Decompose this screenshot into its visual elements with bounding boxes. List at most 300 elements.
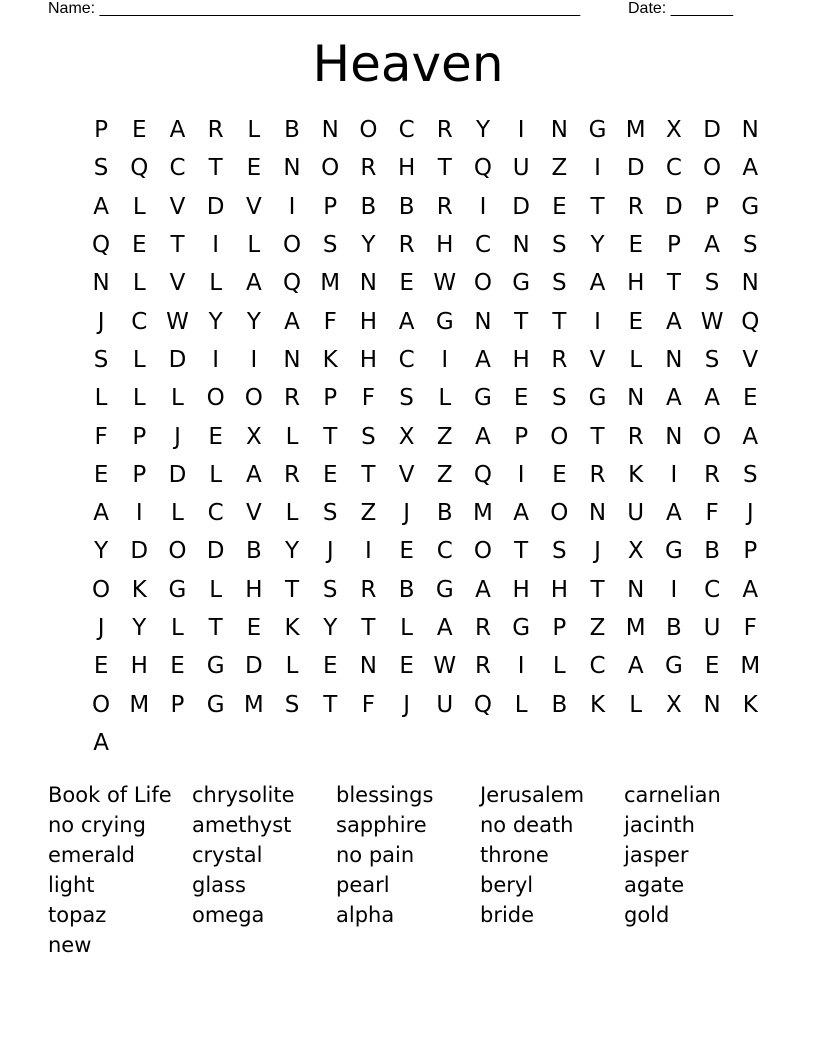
grid-letter: N — [474, 308, 492, 335]
grid-letter: O — [206, 385, 225, 412]
grid-letter: F — [361, 385, 376, 412]
grid-letter: L — [285, 653, 299, 680]
word-bank-item: jacinth — [624, 813, 695, 837]
grid-letter: C — [398, 346, 415, 373]
grid-letter: F — [361, 691, 376, 718]
word-bank-item: crystal — [192, 843, 263, 867]
grid-letter: A — [93, 500, 109, 527]
grid-letter: D — [206, 538, 225, 565]
grid-letter: V — [169, 193, 186, 220]
word-bank-item: chrysolite — [192, 783, 295, 807]
grid-letter: N — [665, 346, 683, 373]
grid-letter: I — [517, 117, 525, 144]
grid-letter: P — [132, 423, 147, 450]
grid-letter: R — [589, 461, 606, 488]
grid-letter: N — [627, 385, 645, 412]
grid-letter: P — [743, 538, 758, 565]
grid-letter: K — [742, 691, 758, 718]
grid-letter: A — [666, 385, 682, 412]
grid-letter: I — [594, 308, 601, 335]
word-bank-item: glass — [192, 873, 246, 897]
grid-letter: I — [670, 461, 678, 488]
grid-letter: L — [400, 615, 413, 641]
grid-letter: R — [284, 385, 301, 412]
grid-letter: L — [438, 385, 452, 412]
grid-letter: R — [551, 346, 568, 373]
word-bank-item: bride — [480, 903, 535, 927]
word-bank-item: Jerusalem — [480, 783, 585, 807]
grid-letter: J — [594, 538, 601, 565]
grid-letter: P — [132, 461, 147, 488]
grid-letter: Y — [590, 232, 605, 259]
grid-letter: L — [209, 576, 223, 603]
grid-letter: A — [245, 270, 262, 297]
header-line — [48, 0, 748, 20]
grid-letter: B — [551, 691, 568, 718]
grid-letter: T — [170, 232, 185, 259]
grid-letter: V — [245, 193, 262, 220]
grid-letter: I — [441, 346, 449, 373]
grid-letter: E — [513, 385, 529, 412]
grid-letter: R — [474, 653, 491, 680]
grid-letter: T — [514, 538, 529, 565]
grid-letter: O — [473, 270, 493, 297]
grid-letter: K — [589, 691, 606, 718]
grid-letter: T — [361, 615, 376, 641]
grid-letter: W — [433, 270, 457, 297]
grid-letter: A — [93, 729, 109, 756]
grid-letter: Y — [361, 232, 376, 259]
puzzle-title: Heaven — [312, 35, 504, 93]
grid-letter: G — [206, 691, 225, 718]
grid-letter: J — [746, 500, 754, 527]
grid-letter: R — [474, 615, 491, 641]
grid-letter: X — [245, 423, 262, 450]
grid-letter: S — [552, 270, 567, 297]
grid-letter: I — [479, 193, 487, 220]
grid-letter: N — [665, 423, 683, 450]
grid-letter: S — [322, 576, 338, 603]
grid-letter: L — [209, 270, 223, 297]
grid-letter: A — [704, 232, 720, 259]
grid-letter: L — [285, 500, 299, 527]
grid-letter: Q — [473, 461, 493, 488]
word-bank — [48, 780, 768, 960]
grid-letter: P — [323, 193, 338, 220]
grid-letter: A — [475, 346, 491, 373]
grid-letter: E — [132, 232, 147, 259]
grid-letter: A — [666, 500, 682, 527]
word-bank-item: no death — [480, 813, 574, 837]
grid-letter: N — [741, 270, 759, 297]
date-field[interactable]: Date: _______ — [628, 0, 733, 17]
grid-letter: P — [666, 232, 681, 259]
grid-letter: M — [129, 691, 150, 718]
grid-letter: N — [627, 576, 645, 603]
grid-letter: L — [247, 117, 261, 144]
grid-letter: H — [512, 576, 530, 603]
word-bank-item: alpha — [336, 903, 395, 927]
grid-letter: J — [403, 691, 410, 718]
grid-letter: Q — [282, 270, 302, 297]
grid-letter: A — [284, 308, 300, 335]
grid-letter: R — [398, 232, 415, 259]
grid-letter: B — [666, 615, 682, 641]
grid-letter: E — [322, 461, 338, 488]
word-bank-item: topaz — [48, 903, 107, 927]
grid-letter: E — [170, 653, 185, 680]
grid-letter: R — [627, 423, 644, 450]
grid-letter: Y — [323, 615, 338, 641]
grid-letter: H — [245, 576, 263, 603]
grid-letter: Q — [473, 155, 493, 182]
grid-letter: L — [94, 385, 108, 412]
grid-letter: M — [625, 117, 646, 144]
grid-letter: S — [552, 538, 567, 565]
word-bank-item: Book of Life — [48, 783, 172, 807]
word-bank-item: no crying — [48, 813, 146, 837]
grid-letter: G — [512, 270, 531, 297]
grid-letter: L — [132, 270, 146, 297]
grid-letter: M — [243, 691, 264, 718]
grid-letter: F — [94, 423, 108, 450]
word-bank-item: blessings — [336, 783, 434, 807]
grid-letter: W — [700, 308, 724, 335]
grid-letter: I — [517, 653, 525, 680]
grid-letter: Q — [130, 155, 149, 182]
word-bank-item: amethyst — [192, 813, 292, 837]
grid-letter: R — [436, 193, 453, 220]
grid-letter: O — [321, 155, 340, 182]
grid-letter: S — [284, 691, 300, 718]
grid-letter: I — [594, 155, 601, 182]
grid-letter: H — [397, 155, 416, 182]
grid-letter: K — [322, 346, 338, 373]
grid-letter: D — [665, 193, 683, 220]
grid-letter: O — [550, 500, 569, 527]
grid-letter: G — [588, 385, 607, 412]
grid-letter: L — [209, 461, 223, 488]
grid-letter: O — [703, 423, 722, 450]
grid-letter: A — [742, 423, 759, 450]
word-bank-item: emerald — [48, 843, 135, 867]
grid-letter: I — [135, 500, 143, 527]
grid-letter: T — [590, 423, 605, 450]
word-bank-item: jasper — [624, 843, 689, 867]
grid-letter: E — [628, 232, 643, 259]
grid-letter: H — [359, 308, 378, 335]
grid-letter: C — [169, 155, 186, 182]
grid-letter: T — [590, 193, 605, 220]
grid-letter: Z — [360, 500, 377, 527]
grid-letter: Z — [589, 615, 606, 641]
grid-letter: D — [168, 461, 187, 488]
grid-letter: O — [550, 423, 569, 450]
word-bank-item: carnelian — [624, 783, 721, 807]
grid-letter: N — [283, 346, 301, 373]
grid-letter: R — [360, 155, 377, 182]
grid-letter: V — [245, 500, 262, 527]
grid-letter: Z — [436, 461, 453, 488]
grid-letter: R — [627, 193, 644, 220]
word-bank-item: sapphire — [336, 813, 427, 837]
grid-letter: G — [664, 538, 683, 565]
grid-letter: H — [627, 270, 645, 297]
grid-letter: C — [589, 653, 606, 680]
grid-letter: B — [436, 500, 453, 527]
grid-letter: A — [704, 385, 720, 412]
grid-letter: N — [741, 117, 759, 144]
grid-letter: G — [664, 653, 683, 680]
grid-letter: L — [132, 346, 146, 373]
grid-letter: Q — [473, 691, 493, 718]
grid-letter: L — [132, 385, 146, 412]
grid-letter: G — [435, 308, 454, 335]
grid-letter: A — [513, 500, 530, 527]
grid-letter: E — [93, 653, 109, 680]
grid-letter: N — [321, 117, 339, 144]
grid-letter: B — [398, 576, 415, 603]
grid-letter: A — [475, 423, 491, 450]
grid-letter: U — [703, 615, 721, 641]
grid-letter: N — [512, 232, 530, 259]
grid-letter: E — [132, 117, 147, 144]
grid-letter: D — [206, 193, 225, 220]
grid-letter: R — [207, 117, 224, 144]
grid-letter: G — [435, 576, 454, 603]
grid-letter: C — [207, 500, 224, 527]
grid-letter: Y — [208, 308, 223, 335]
grid-letter: L — [171, 385, 184, 412]
grid-letter: O — [282, 232, 302, 259]
word-bank-item: no pain — [336, 843, 415, 867]
grid-letter: E — [399, 538, 414, 565]
grid-letter: A — [589, 270, 606, 297]
grid-letter: A — [436, 615, 453, 641]
grid-letter: T — [590, 576, 605, 603]
grid-letter: X — [666, 691, 682, 718]
grid-letter: O — [92, 576, 111, 603]
grid-letter: N — [588, 500, 607, 527]
grid-letter: L — [629, 346, 643, 373]
grid-letter: V — [742, 346, 759, 373]
grid-letter: U — [436, 691, 454, 718]
grid-letter: I — [212, 346, 220, 373]
grid-letter: B — [398, 193, 415, 220]
grid-letter: V — [398, 461, 415, 488]
grid-letter: X — [627, 538, 644, 565]
grid-letter: J — [326, 538, 334, 565]
grid-letter: B — [360, 193, 377, 220]
grid-letter: T — [552, 308, 567, 335]
grid-letter: M — [625, 615, 646, 641]
grid-letter: S — [552, 232, 567, 259]
grid-letter: H — [436, 232, 454, 259]
grid-letter: E — [552, 461, 567, 488]
grid-letter: D — [512, 193, 531, 220]
grid-letter: P — [705, 193, 720, 220]
grid-letter: S — [742, 461, 758, 488]
word-bank-item: pearl — [336, 873, 390, 897]
grid-letter: I — [288, 193, 296, 220]
grid-letter: S — [704, 270, 720, 297]
grid-letter: H — [359, 346, 378, 373]
grid-letter: E — [399, 270, 414, 297]
grid-letter: L — [285, 423, 299, 450]
grid-letter: F — [323, 308, 337, 335]
grid-letter: D — [244, 653, 263, 680]
grid-letter: W — [433, 653, 457, 680]
grid-letter: C — [704, 576, 721, 603]
grid-letter: L — [171, 615, 184, 641]
grid-letter: S — [399, 385, 414, 412]
grid-letter: D — [626, 155, 645, 182]
grid-letter: L — [171, 500, 184, 527]
grid-letter: O — [359, 117, 378, 144]
grid-letter: C — [474, 232, 491, 259]
grid-letter: T — [361, 461, 376, 488]
grid-letter: L — [514, 691, 528, 718]
grid-letter: I — [670, 576, 678, 603]
grid-letter: K — [284, 615, 300, 641]
word-bank-item: omega — [192, 903, 265, 927]
grid-letter: O — [473, 538, 493, 565]
grid-letter: A — [627, 653, 644, 680]
grid-letter: T — [323, 691, 338, 718]
grid-letter: C — [665, 155, 682, 182]
grid-letter: Y — [285, 538, 300, 565]
word-bank-item: throne — [480, 843, 549, 867]
grid-letter: E — [208, 423, 223, 450]
grid-letter: S — [322, 500, 338, 527]
grid-letter: S — [322, 232, 338, 259]
grid-letter: Y — [475, 117, 490, 144]
grid-letter: G — [741, 193, 760, 220]
grid-letter: L — [629, 691, 643, 718]
grid-letter: M — [320, 270, 341, 297]
grid-letter: E — [246, 615, 262, 641]
grid-letter: G — [588, 117, 607, 144]
grid-letter: Q — [741, 308, 760, 335]
grid-letter: A — [93, 193, 109, 220]
grid-letter: J — [97, 615, 105, 641]
grid-letter: B — [284, 117, 300, 144]
grid-letter: M — [740, 653, 761, 680]
grid-letter: O — [244, 385, 263, 412]
grid-letter: N — [703, 691, 721, 718]
grid-letter: Y — [246, 308, 261, 335]
grid-letter: A — [245, 461, 262, 488]
grid-letter: E — [704, 653, 720, 680]
grid-letter: A — [666, 308, 682, 335]
grid-letter: S — [742, 232, 758, 259]
grid-letter: E — [743, 385, 758, 412]
grid-letter: O — [168, 538, 187, 565]
grid-letter: C — [436, 538, 453, 565]
grid-letter: I — [250, 346, 258, 373]
grid-letter: R — [284, 461, 301, 488]
grid-letter: T — [323, 423, 338, 450]
grid-letter: L — [132, 193, 146, 220]
grid-letter: V — [589, 346, 606, 373]
grid-letter: E — [246, 155, 262, 182]
grid-letter: K — [131, 576, 147, 603]
grid-letter: Z — [551, 155, 568, 182]
grid-letter: F — [743, 615, 757, 641]
grid-letter: M — [473, 500, 493, 527]
letter-grid — [82, 111, 769, 762]
grid-letter: P — [323, 385, 338, 412]
grid-letter: S — [552, 385, 567, 412]
grid-letter: A — [742, 576, 759, 603]
grid-letter: U — [627, 500, 645, 527]
name-field[interactable]: Name: ______________________________________________________ — [48, 0, 581, 17]
grid-letter: G — [168, 576, 187, 603]
grid-letter: H — [130, 653, 148, 680]
word-bank-item: beryl — [480, 873, 534, 897]
grid-letter: N — [359, 653, 378, 680]
grid-letter: R — [436, 117, 453, 144]
grid-letter: S — [93, 346, 109, 373]
word-bank-item: agate — [624, 873, 685, 897]
grid-letter: E — [322, 653, 338, 680]
grid-letter: E — [628, 308, 643, 335]
grid-letter: T — [285, 576, 300, 603]
grid-letter: I — [212, 232, 220, 259]
grid-letter: S — [361, 423, 376, 450]
grid-letter: N — [550, 117, 568, 144]
grid-letter: A — [398, 308, 415, 335]
grid-letter: J — [97, 308, 105, 335]
grid-letter: Y — [132, 615, 147, 641]
grid-letter: T — [666, 270, 681, 297]
grid-letter: K — [628, 461, 644, 488]
grid-letter: X — [398, 423, 415, 450]
grid-letter: T — [208, 615, 223, 641]
grid-letter: F — [705, 500, 719, 527]
grid-letter: A — [475, 576, 491, 603]
grid-letter: O — [92, 691, 111, 718]
grid-letter: L — [247, 232, 261, 259]
grid-letter: S — [93, 155, 109, 182]
grid-letter: N — [359, 270, 378, 297]
grid-letter: C — [131, 308, 148, 335]
grid-letter: P — [94, 117, 109, 144]
grid-letter: O — [703, 155, 722, 182]
word-bank-item: gold — [624, 903, 670, 927]
grid-letter: Q — [92, 232, 111, 259]
grid-letter: B — [245, 538, 262, 565]
grid-letter: W — [166, 308, 189, 335]
grid-letter: E — [93, 461, 109, 488]
grid-letter: S — [704, 346, 720, 373]
grid-letter: G — [206, 653, 225, 680]
grid-letter: G — [512, 615, 531, 641]
grid-letter: I — [365, 538, 372, 565]
grid-letter: D — [703, 117, 721, 144]
grid-letter: J — [174, 423, 181, 450]
grid-letter: G — [474, 385, 492, 412]
grid-letter: N — [283, 155, 301, 182]
grid-letter: X — [666, 117, 682, 144]
grid-letter: E — [399, 653, 414, 680]
grid-letter: T — [437, 155, 452, 182]
grid-letter: D — [130, 538, 149, 565]
grid-letter: E — [552, 193, 567, 220]
grid-letter: P — [552, 615, 567, 641]
grid-letter: L — [552, 653, 566, 680]
word-bank-item: light — [48, 873, 95, 897]
